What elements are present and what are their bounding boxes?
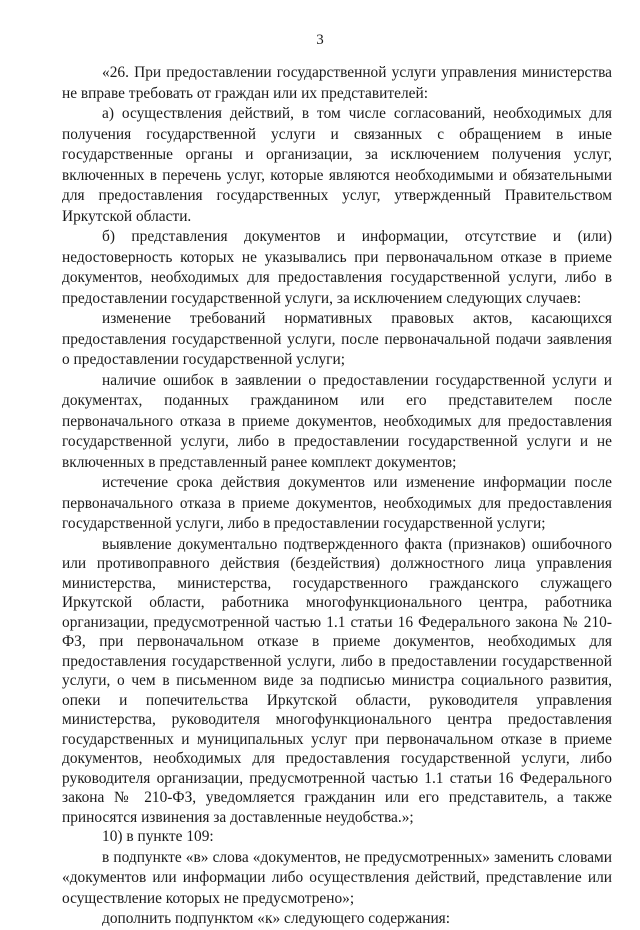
paragraph-case-official-error: выявление документально подтвержденного факта (признаков) ошибочного или противоправного действия (бездействия) должностного лица управления министерства, министерства, государственного гражданского служащего Иркутской области, работника многофункционального центра, работника организации, предусмотренной частью 1.1 статьи 16 Федерального закона № 210-ФЗ, при первоначальном отказе в приеме документов, необходимых для предоставления государственной услуги, либо в предоставлении государственной услуги, о чем в письменном виде за подписью министра социального развития, опеки и попечительства Иркутской области, руководителя управления министерства, руководителя многофункционального центра предоставления государственных и муниципальных услуг при первоначальном отказе в приеме документов, необходимых для предоставления государственной услуги, либо руководителя организации, предусмотренной частью 1.1 статьи 16 Федерального закона № 210-ФЗ, уведомляется гражданин или его представитель, а также приносятся извинения за доставленные неудобства.»; bbox=[62, 535, 612, 826]
paragraph-subitem-v-amendment: в подпункте «в» слова «документов, не предусмотренных» заменить словами «документов или информации либо осуществления действий, представление или осуществление которых не предусмотрено»; bbox=[62, 848, 612, 907]
document-body bbox=[62, 63, 612, 930]
paragraph-add-subitem-k: дополнить подпунктом «к» следующего содержания: bbox=[102, 910, 451, 927]
page-number: 3 bbox=[316, 32, 324, 48]
paragraph-item-26: «26. При предоставлении государственной услуги управления министерства не вправе требовать от граждан или их представителей: bbox=[62, 64, 612, 102]
paragraph-item-10: 10) в пункте 109: bbox=[102, 828, 214, 845]
paragraph-case-errors: наличие ошибок в заявлении о предоставлении государственной услуги и документах, поданных гражданином или его представителем после первоначального отказа в приеме документов, необходимых для предоставления государственной услуги, либо в предоставлении государственной услуги и не включенных в представленный ранее комплект документов; bbox=[62, 371, 612, 471]
paragraph-case-requirements-change: изменение требований нормативных правовых актов, касающихся предоставления государственной услуги, после первоначальной подачи заявления о предоставлении государственной услуги; bbox=[62, 310, 612, 368]
paragraph-subitem-a: а) осуществления действий, в том числе согласований, необходимых для получения государственной услуги и связанных с обращением в иные государственные органы и организации, за исключением получения услуг, включенных в перечень услуг, которые являются необходимыми и обязательными для предоставления государственных услуг, утвержденный Правительством Иркутской области. bbox=[62, 105, 612, 225]
paragraph-subitem-b: б) представления документов и информации, отсутствие и (или) недостоверность которых не указывались при первоначальном отказе в приеме документов, необходимых для предоставления государственной услуги, либо в предоставлении государственной услуги, за исключением следующих случаев: bbox=[62, 228, 612, 307]
paragraph-case-expiry: истечение срока действия документов или изменение информации после первоначального отказа в приеме документов, необходимых для предоставления государственной услуги, либо в предоставлении государственной услуги; bbox=[62, 474, 612, 532]
